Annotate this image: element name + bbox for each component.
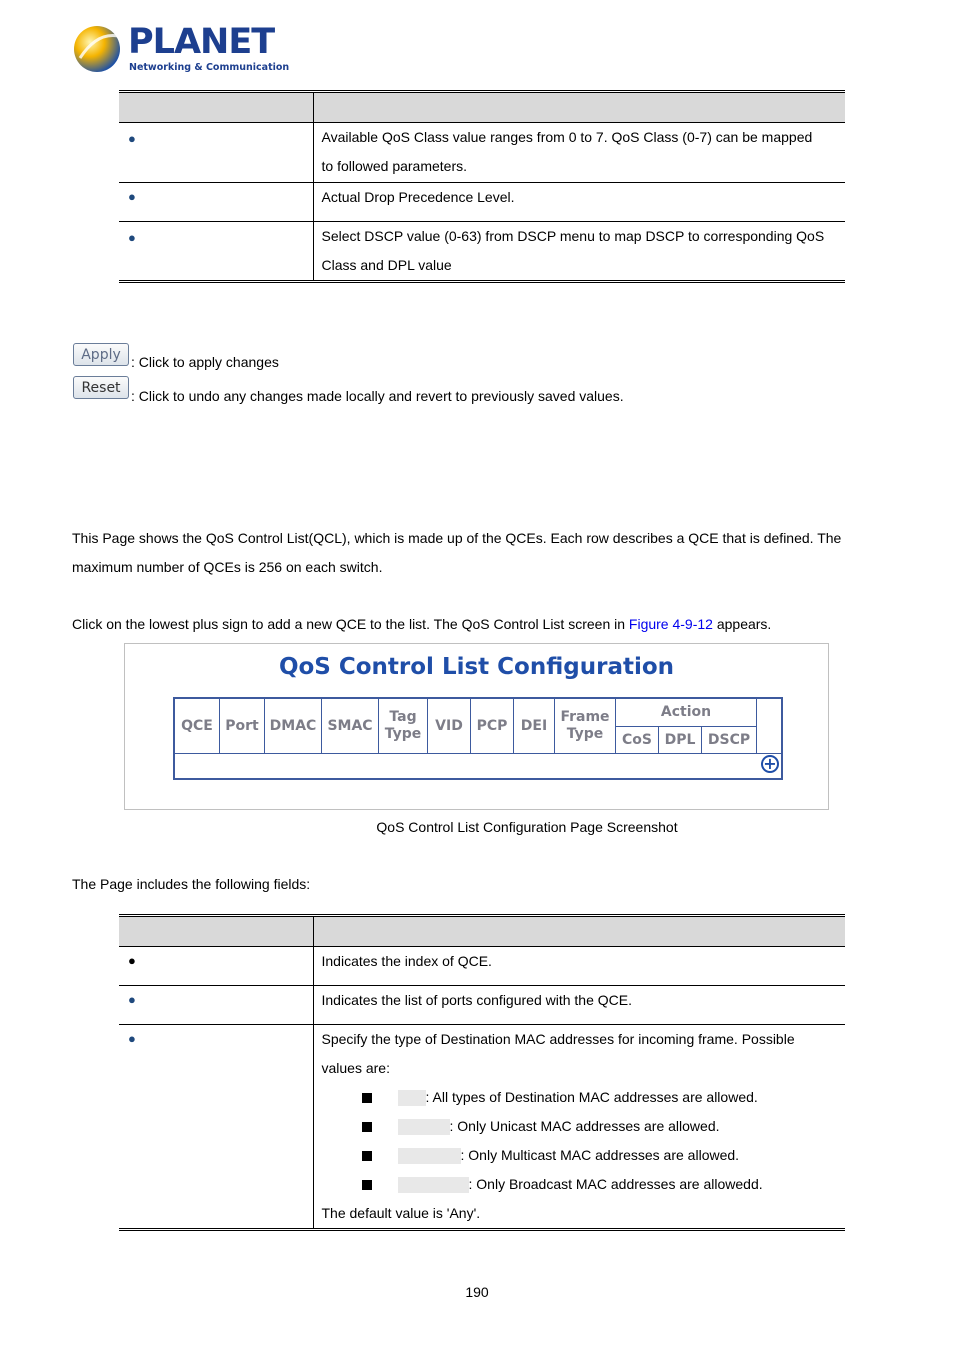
- col-dscp: DSCP: [702, 726, 757, 753]
- row-description: Available QoS Class value ranges from 0 to 7. QoS Class (0-7) can be mapped: [321, 129, 813, 145]
- col-dei: DEI: [514, 698, 555, 753]
- figure-link[interactable]: Figure 4-9-12: [628, 616, 713, 632]
- col-port: Port: [220, 698, 265, 753]
- apply-note: : Click to apply changes: [131, 354, 279, 370]
- bullet-icon: ●: [128, 992, 136, 1007]
- square-bullet-icon: [362, 1180, 372, 1190]
- intro-paragraph: [72, 524, 882, 582]
- list-item: : Only Unicast MAC addresses are allowed.: [362, 1112, 838, 1141]
- qcl-screenshot: [124, 643, 829, 810]
- intro-line: maximum number of QCEs is 256 on each switch.: [72, 559, 383, 575]
- square-bullet-icon: [362, 1151, 372, 1161]
- intro-line: This Page shows the QoS Control List(QCL), which is made up of the QCEs. Each row describes a QCE that is defined. The: [72, 530, 842, 546]
- qcl-fields-table: [119, 914, 845, 1231]
- col-dpl: DPL: [659, 726, 702, 753]
- bullet-icon: ●: [128, 1031, 136, 1046]
- qcl-table: [173, 697, 783, 780]
- row-description: to followed parameters.: [321, 158, 468, 174]
- bullet-icon: ●: [128, 189, 136, 204]
- header-cell-description: [313, 916, 845, 947]
- bullet-icon: ●: [128, 131, 136, 146]
- add-plus-icon[interactable]: +: [761, 755, 779, 773]
- row-description: Indicates the list of ports configured with the QCE.: [321, 992, 632, 1008]
- fields-intro: The Page includes the following fields:: [72, 876, 311, 892]
- click-text: Click on the lowest plus sign to add a new QCE to the list. The QoS Control List screen in: [72, 616, 629, 632]
- click-paragraph: [72, 610, 882, 639]
- row-description: Select DSCP value (0-63) from DSCP menu to map DSCP to corresponding QoS: [321, 228, 825, 244]
- planet-logo: [72, 22, 290, 78]
- square-bullet-icon: [362, 1122, 372, 1132]
- brand-tagline: Networking & Communication: [129, 62, 290, 73]
- col-smac: SMAC: [322, 698, 379, 753]
- col-action: Action: [616, 698, 757, 726]
- row-description: Actual Drop Precedence Level.: [321, 189, 515, 205]
- brand-name: PLANET: [128, 22, 275, 62]
- dmac-description: values are:: [321, 1060, 390, 1076]
- dmac-default: The default value is 'Any'.: [321, 1205, 481, 1221]
- header-cell-object: [119, 92, 313, 123]
- page-number: 190: [465, 1284, 489, 1300]
- qcl-title: QoS Control List Configuration: [278, 654, 675, 680]
- col-blank: [757, 698, 783, 753]
- col-vid: VID: [428, 698, 471, 753]
- col-cos: CoS: [616, 726, 659, 753]
- header-cell-object: [119, 916, 313, 947]
- qos-map-table: [119, 90, 845, 283]
- col-frame-type: Frame Type: [555, 698, 616, 753]
- col-qce: QCE: [174, 698, 220, 753]
- apply-button[interactable]: Apply: [73, 343, 129, 366]
- list-item: : Only Broadcast MAC addresses are allowedd.: [362, 1170, 838, 1199]
- square-bullet-icon: [362, 1093, 372, 1103]
- col-dmac: DMAC: [265, 698, 322, 753]
- list-item: : All types of Destination MAC addresses are allowed.: [362, 1083, 838, 1112]
- dmac-description: Specify the type of Destination MAC addresses for incoming frame. Possible: [321, 1031, 795, 1047]
- qcl-add-row: [174, 753, 782, 779]
- row-description: Indicates the index of QCE.: [321, 953, 492, 969]
- row-description: Class and DPL value: [321, 257, 452, 273]
- reset-button[interactable]: Reset: [73, 376, 129, 399]
- click-text: appears.: [712, 616, 772, 632]
- header-cell-description: [313, 92, 845, 123]
- figure-caption: QoS Control List Configuration Page Screenshot: [376, 819, 678, 835]
- dmac-values-list: [322, 1083, 838, 1199]
- col-tag-type: Tag Type: [379, 698, 428, 753]
- col-pcp: PCP: [471, 698, 514, 753]
- reset-note: : Click to undo any changes made locally and revert to previously saved values.: [131, 388, 624, 404]
- bullet-icon: ●: [128, 230, 136, 245]
- list-item: : Only Multicast MAC addresses are allowed.: [362, 1141, 838, 1170]
- bullet-icon: ●: [128, 953, 136, 968]
